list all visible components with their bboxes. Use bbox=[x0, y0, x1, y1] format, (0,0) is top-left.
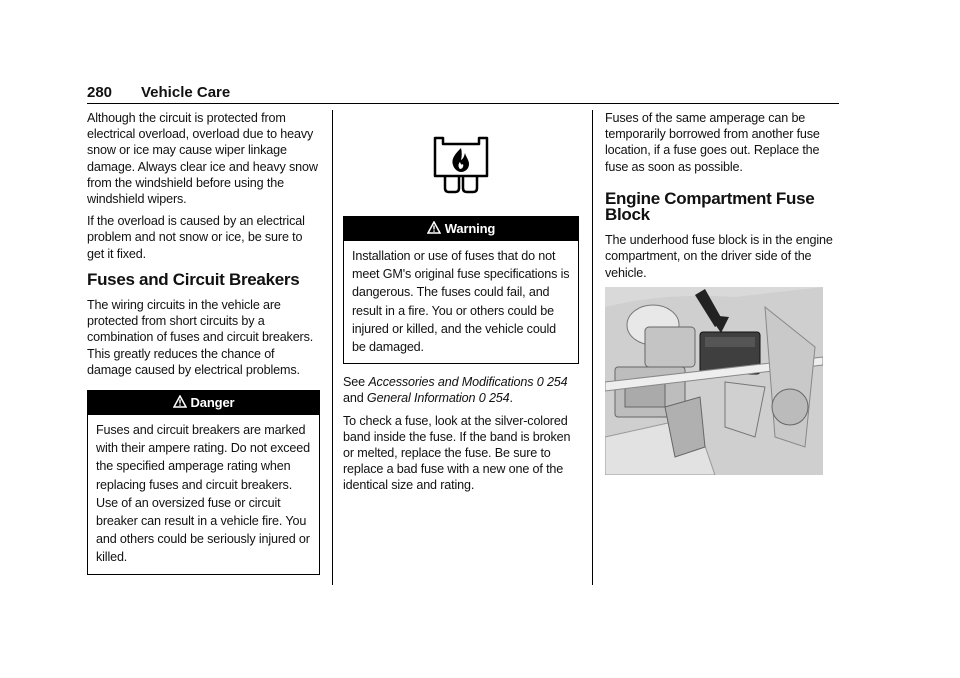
ref-symbol: 0 bbox=[536, 375, 544, 390]
paragraph: The underhood fuse block is in the engine compartment, on the driver side of the vehicle. bbox=[605, 233, 833, 280]
column-divider bbox=[592, 110, 593, 585]
paragraph: If the overload is caused by an electrical problem and not snow or ice, be sure to get it fixed. bbox=[87, 214, 305, 261]
caution-triangle-icon bbox=[427, 218, 441, 242]
warning-text: Installation or use of fuses that do not meet GM's original fuse specifications is dangerous. The fuses could fail, and result in a fire. You or others could be injured or killed, and the vehicle could be damaged. bbox=[352, 249, 570, 355]
page-number: 280 bbox=[87, 84, 113, 101]
engine-compartment-illustration bbox=[605, 287, 823, 475]
column-1 bbox=[87, 110, 320, 575]
warning-box bbox=[343, 216, 579, 364]
ref-symbol: 0 bbox=[478, 391, 486, 406]
section-title: Vehicle Care bbox=[141, 84, 231, 101]
danger-header bbox=[88, 391, 319, 415]
ref-page-link[interactable]: 254 bbox=[546, 375, 568, 390]
see-reference bbox=[343, 374, 579, 406]
danger-box bbox=[87, 390, 320, 575]
warning-header bbox=[344, 217, 578, 241]
fuse-fire-icon bbox=[343, 122, 579, 208]
paragraph: Fuses of the same amperage can be temporarily borrowed from another fuse location, if a fuse goes out. Replace the fuse as soon as possible. bbox=[605, 111, 820, 174]
ref-accessories-link[interactable]: Accessories and Modifications bbox=[368, 375, 534, 390]
heading-engine-fuse-block: Engine Compartment Fuse Block bbox=[605, 188, 815, 225]
paragraph: To check a fuse, look at the silver-colored band inside the fuse. If the band is broken or melted, replace the fuse. Be sure to replace a bad fuse with a new one of the identical size and rating. bbox=[343, 413, 571, 493]
column-3 bbox=[605, 110, 841, 475]
warning-title: Warning bbox=[444, 221, 496, 236]
caution-triangle-icon bbox=[173, 392, 187, 416]
and-text: and bbox=[343, 391, 367, 406]
paragraph: Although the circuit is protected from electrical overload, overload due to heavy snow or ice may cause wiper linkage damage. Always clear ice and heavy snow from the windshield before using the windshield wipers. bbox=[87, 111, 318, 207]
see-text: See bbox=[343, 375, 369, 390]
period-text: . bbox=[509, 391, 513, 406]
danger-title: Danger bbox=[190, 395, 235, 411]
ref-general-info-link[interactable]: General Information bbox=[366, 391, 476, 406]
danger-text: Fuses and circuit breakers are marked with their ampere rating. Do not exceed the specified amperage rating when replacing fuses and circuit breakers. Use of an oversized fuse or circuit breaker can result in a vehicle fire. You and others could be seriously injured or killed. bbox=[96, 423, 310, 565]
page-header bbox=[87, 82, 839, 104]
heading-fuses-circuit-breakers: Fuses and Circuit Breakers bbox=[87, 269, 300, 289]
column-divider bbox=[332, 110, 333, 585]
paragraph: The wiring circuits in the vehicle are protected from short circuits by a combination of fuses and circuit breakers. This greatly reduces the chance of damage caused by electrical problems. bbox=[87, 298, 314, 377]
ref-page-link[interactable]: 254 bbox=[488, 391, 510, 406]
column-2 bbox=[343, 110, 579, 500]
